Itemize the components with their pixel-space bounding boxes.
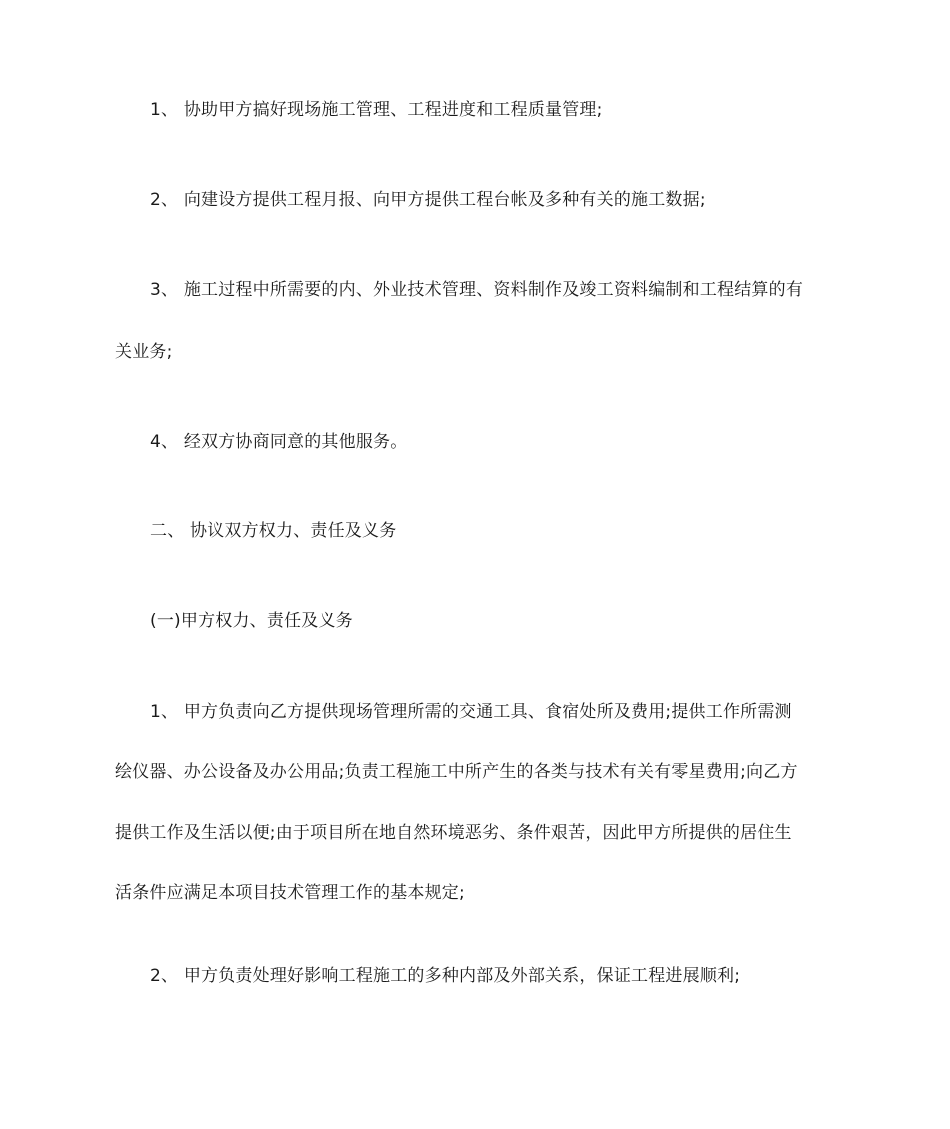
item-1-line: 1、 协助甲方搞好现场施工管理、工程进度和工程质量管理;: [150, 100, 603, 120]
party-a-item-1-line-4: 活条件应满足本项目技术管理工作的基本规定;: [115, 883, 465, 903]
party-a-item-1-line-3: 提供工作及生活以便;由于项目所在地自然环境恶劣、条件艰苦，因此甲方所提供的居住生: [115, 823, 792, 843]
party-a-item-2-line: 2、 甲方负责处理好影响工程施工的多种内部及外部关系，保证工程进展顺利;: [150, 966, 741, 986]
section-heading: 二、 协议双方权力、责任及义务: [150, 521, 397, 541]
item-3-line: 3、 施工过程中所需要的内、外业技术管理、资料制作及竣工资料编制和工程结算的有: [150, 280, 804, 300]
item-4-line: 4、 经双方协商同意的其他服务。: [150, 432, 408, 452]
item-3-line-continued: 关业务;: [115, 342, 173, 362]
item-2-line: 2、 向建设方提供工程月报、向甲方提供工程台帐及多种有关的施工数据;: [150, 190, 706, 210]
subsection-heading: (一)甲方权力、责任及义务: [150, 611, 353, 631]
party-a-item-1-line-2: 绘仪器、办公设备及办公用品;负责工程施工中所产生的各类与技术有关有零星费用;向乙方: [115, 762, 798, 782]
party-a-item-1-line: 1、 甲方负责向乙方提供现场管理所需的交通工具、食宿处所及费用;提供工作所需测: [150, 702, 792, 722]
